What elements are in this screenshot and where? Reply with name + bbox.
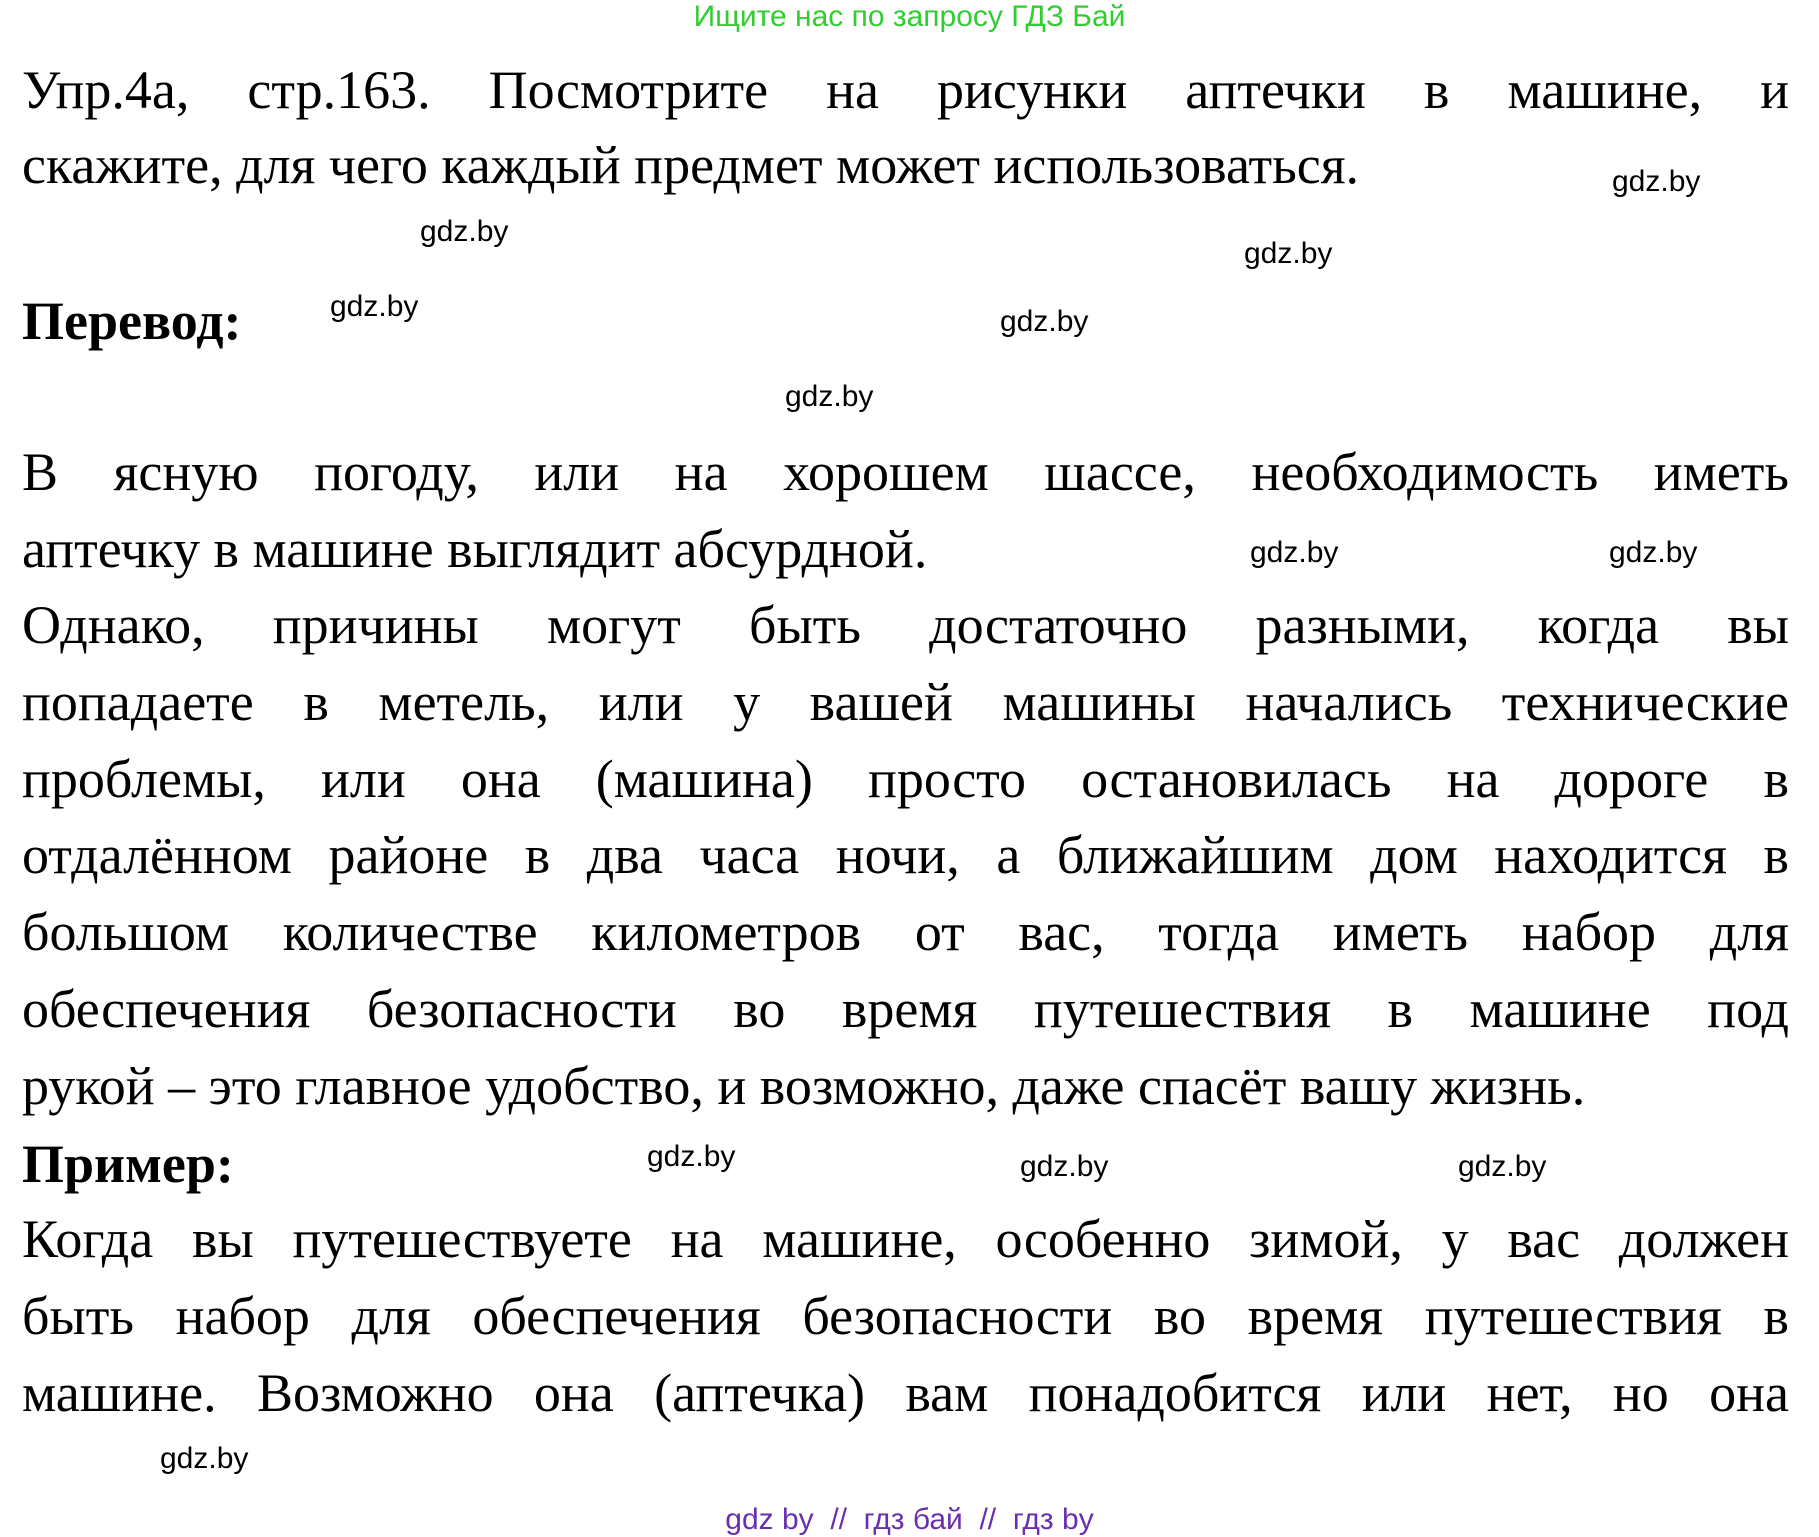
example-line: Когда вы путешествуете на машине, особенно зимой, у вас должен (22, 1209, 1789, 1269)
translation-line: попадаете в метель, или у вашей машины начались технические (22, 672, 1789, 732)
translation-line: Однако, причины могут быть достаточно разными, когда вы (22, 595, 1789, 655)
watermark: gdz.by (785, 380, 874, 413)
translation-line: обеспечения безопасности во время путешествия в машине под (22, 979, 1789, 1039)
watermark: gdz.by (647, 1140, 736, 1173)
watermark: gdz.by (160, 1442, 249, 1475)
watermark: gdz.by (1612, 165, 1701, 198)
translation-line: рукой – это главное удобство, и возможно, даже спасёт вашу жизнь. (22, 1056, 1586, 1116)
watermark: gdz.by (420, 215, 509, 248)
watermark: gdz.by (1000, 305, 1089, 338)
watermark: gdz.by (330, 290, 419, 323)
translation-line: аптечку в машине выглядит абсурдной. (22, 519, 928, 579)
task-line: Упр.4а, стр.163. Посмотрите на рисунки аптечки в машине, и (22, 60, 1789, 120)
watermark: gdz.by (1609, 536, 1698, 569)
watermark: gdz.by (1020, 1150, 1109, 1183)
translation-line: отдалённом районе в два часа ночи, а ближайшим дом находится в (22, 825, 1789, 885)
example-line: машине. Возможно она (аптечка) вам понадобится или нет, но она (22, 1363, 1789, 1423)
footer-links: gdz by // гдз бай // гдз by (725, 1503, 1094, 1536)
example-heading: Пример: (22, 1134, 234, 1194)
task-line: скажите, для чего каждый предмет может использоваться. (22, 135, 1360, 195)
translation-heading: Перевод: (22, 291, 242, 351)
translation-line: большом количестве километров от вас, тогда иметь набор для (22, 902, 1789, 962)
watermark: gdz.by (1250, 536, 1339, 569)
translation-line: проблемы, или она (машина) просто остановилась на дороге в (22, 749, 1789, 809)
watermark: gdz.by (1244, 237, 1333, 270)
watermark: gdz.by (1458, 1150, 1547, 1183)
search-banner: Ищите нас по запросу ГДЗ Бай (693, 0, 1126, 33)
translation-line: В ясную погоду, или на хорошем шассе, необходимость иметь (22, 442, 1789, 502)
example-line: быть набор для обеспечения безопасности во время путешествия в (22, 1286, 1789, 1346)
